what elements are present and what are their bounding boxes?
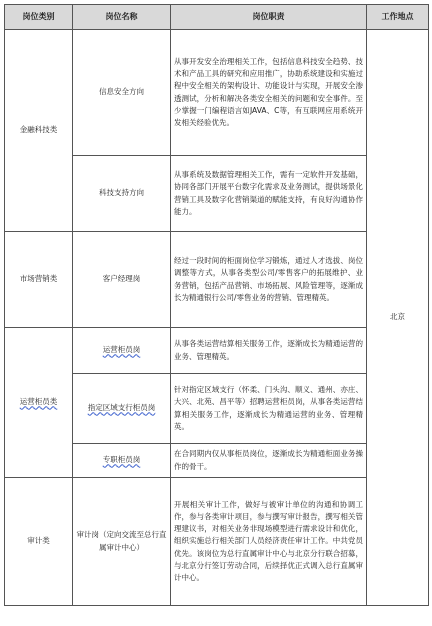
category-cell: 市场营销类 (5, 232, 73, 328)
header-duties: 岗位职责 (171, 5, 367, 30)
position-name: 专职柜员岗 (102, 455, 141, 465)
table-row (5, 30, 429, 156)
header-location: 工作地点 (367, 5, 429, 30)
duties-cell: 经过一段时间的柜面岗位学习锻炼，通过人才选拔、岗位调整等方式，从事各类型公司/零售客户的拓展维护、业务营销，包括产品营销、市场拓展、风险管理等，逐渐成长为精通银行公司/零售业务的营销、管理精英。 (171, 232, 367, 328)
table-row (5, 328, 429, 374)
position-name: 信息安全方向 (73, 30, 171, 156)
duties-cell: 针对指定区域支行（怀柔、门头沟、顺义、通州、亦庄、大兴、北苑、昌平等）招聘运营柜员岗，从事各类运营结算相关服务工作，逐渐成长为精通运营的业务、管理精英。 (171, 374, 367, 444)
duties-cell: 从事各类运营结算相关服务工作，逐渐成长为精通运营的业务、管理精英。 (171, 328, 367, 374)
category-cell: 金融科技类 (5, 30, 73, 232)
position-name: 审计岗（定向交流至总行直属审计中心） (73, 478, 171, 606)
location-cell: 北京 (367, 30, 429, 606)
header-category: 岗位类别 (5, 5, 73, 30)
table-row (5, 478, 429, 606)
job-table (4, 4, 429, 606)
category-cell: 运营柜员类 (19, 397, 58, 407)
position-name: 运营柜员岗 (102, 345, 141, 355)
position-name: 客户经理岗 (73, 232, 171, 328)
header-position: 岗位名称 (73, 5, 171, 30)
position-name: 科技支持方向 (73, 156, 171, 232)
table-header-row (5, 5, 429, 30)
table-row (5, 232, 429, 328)
duties-cell: 从事系统及数据管理相关工作，需有一定软件开发基础，协同各部门开展平台数字化需求及业务测试，提供场景化营销工具及数字化营销渠道的赋能支持，有良好沟通协作能力。 (171, 156, 367, 232)
duties-cell: 在合同期内仅从事柜员岗位，逐渐成长为精通柜面业务操作的骨干。 (171, 444, 367, 478)
position-name: 指定区域支行柜员岗 (87, 403, 156, 413)
duties-cell: 开展相关审计工作，做好与被审计单位的沟通和协调工作，参与各类审计项目，参与撰写审计报告，撰写相关管理建议书，对相关业务非现场模型进行需求设计和优化，组织实施总行相关部门人员经济责任审计工作。中共党员优先。该岗位为总行直属审计中心与北京分行联合招募，与北京分行签订劳动合同，后续择优正式调入总行直属审计中心。 (171, 478, 367, 606)
category-cell: 审计类 (5, 478, 73, 606)
duties-cell: 从事开发安全治理相关工作，包括信息科技安全趋势、技术和产品工具的研究和应用推广，协助系统建设和实施过程中安全相关的架构设计、功能设计与实现，开展安全渗透测试，分析和解决各类安全相关的问题和安全事件。至少掌握一门编程语言如JAVA、C等，有互联网应用系统开发相关经验优先。 (171, 30, 367, 156)
